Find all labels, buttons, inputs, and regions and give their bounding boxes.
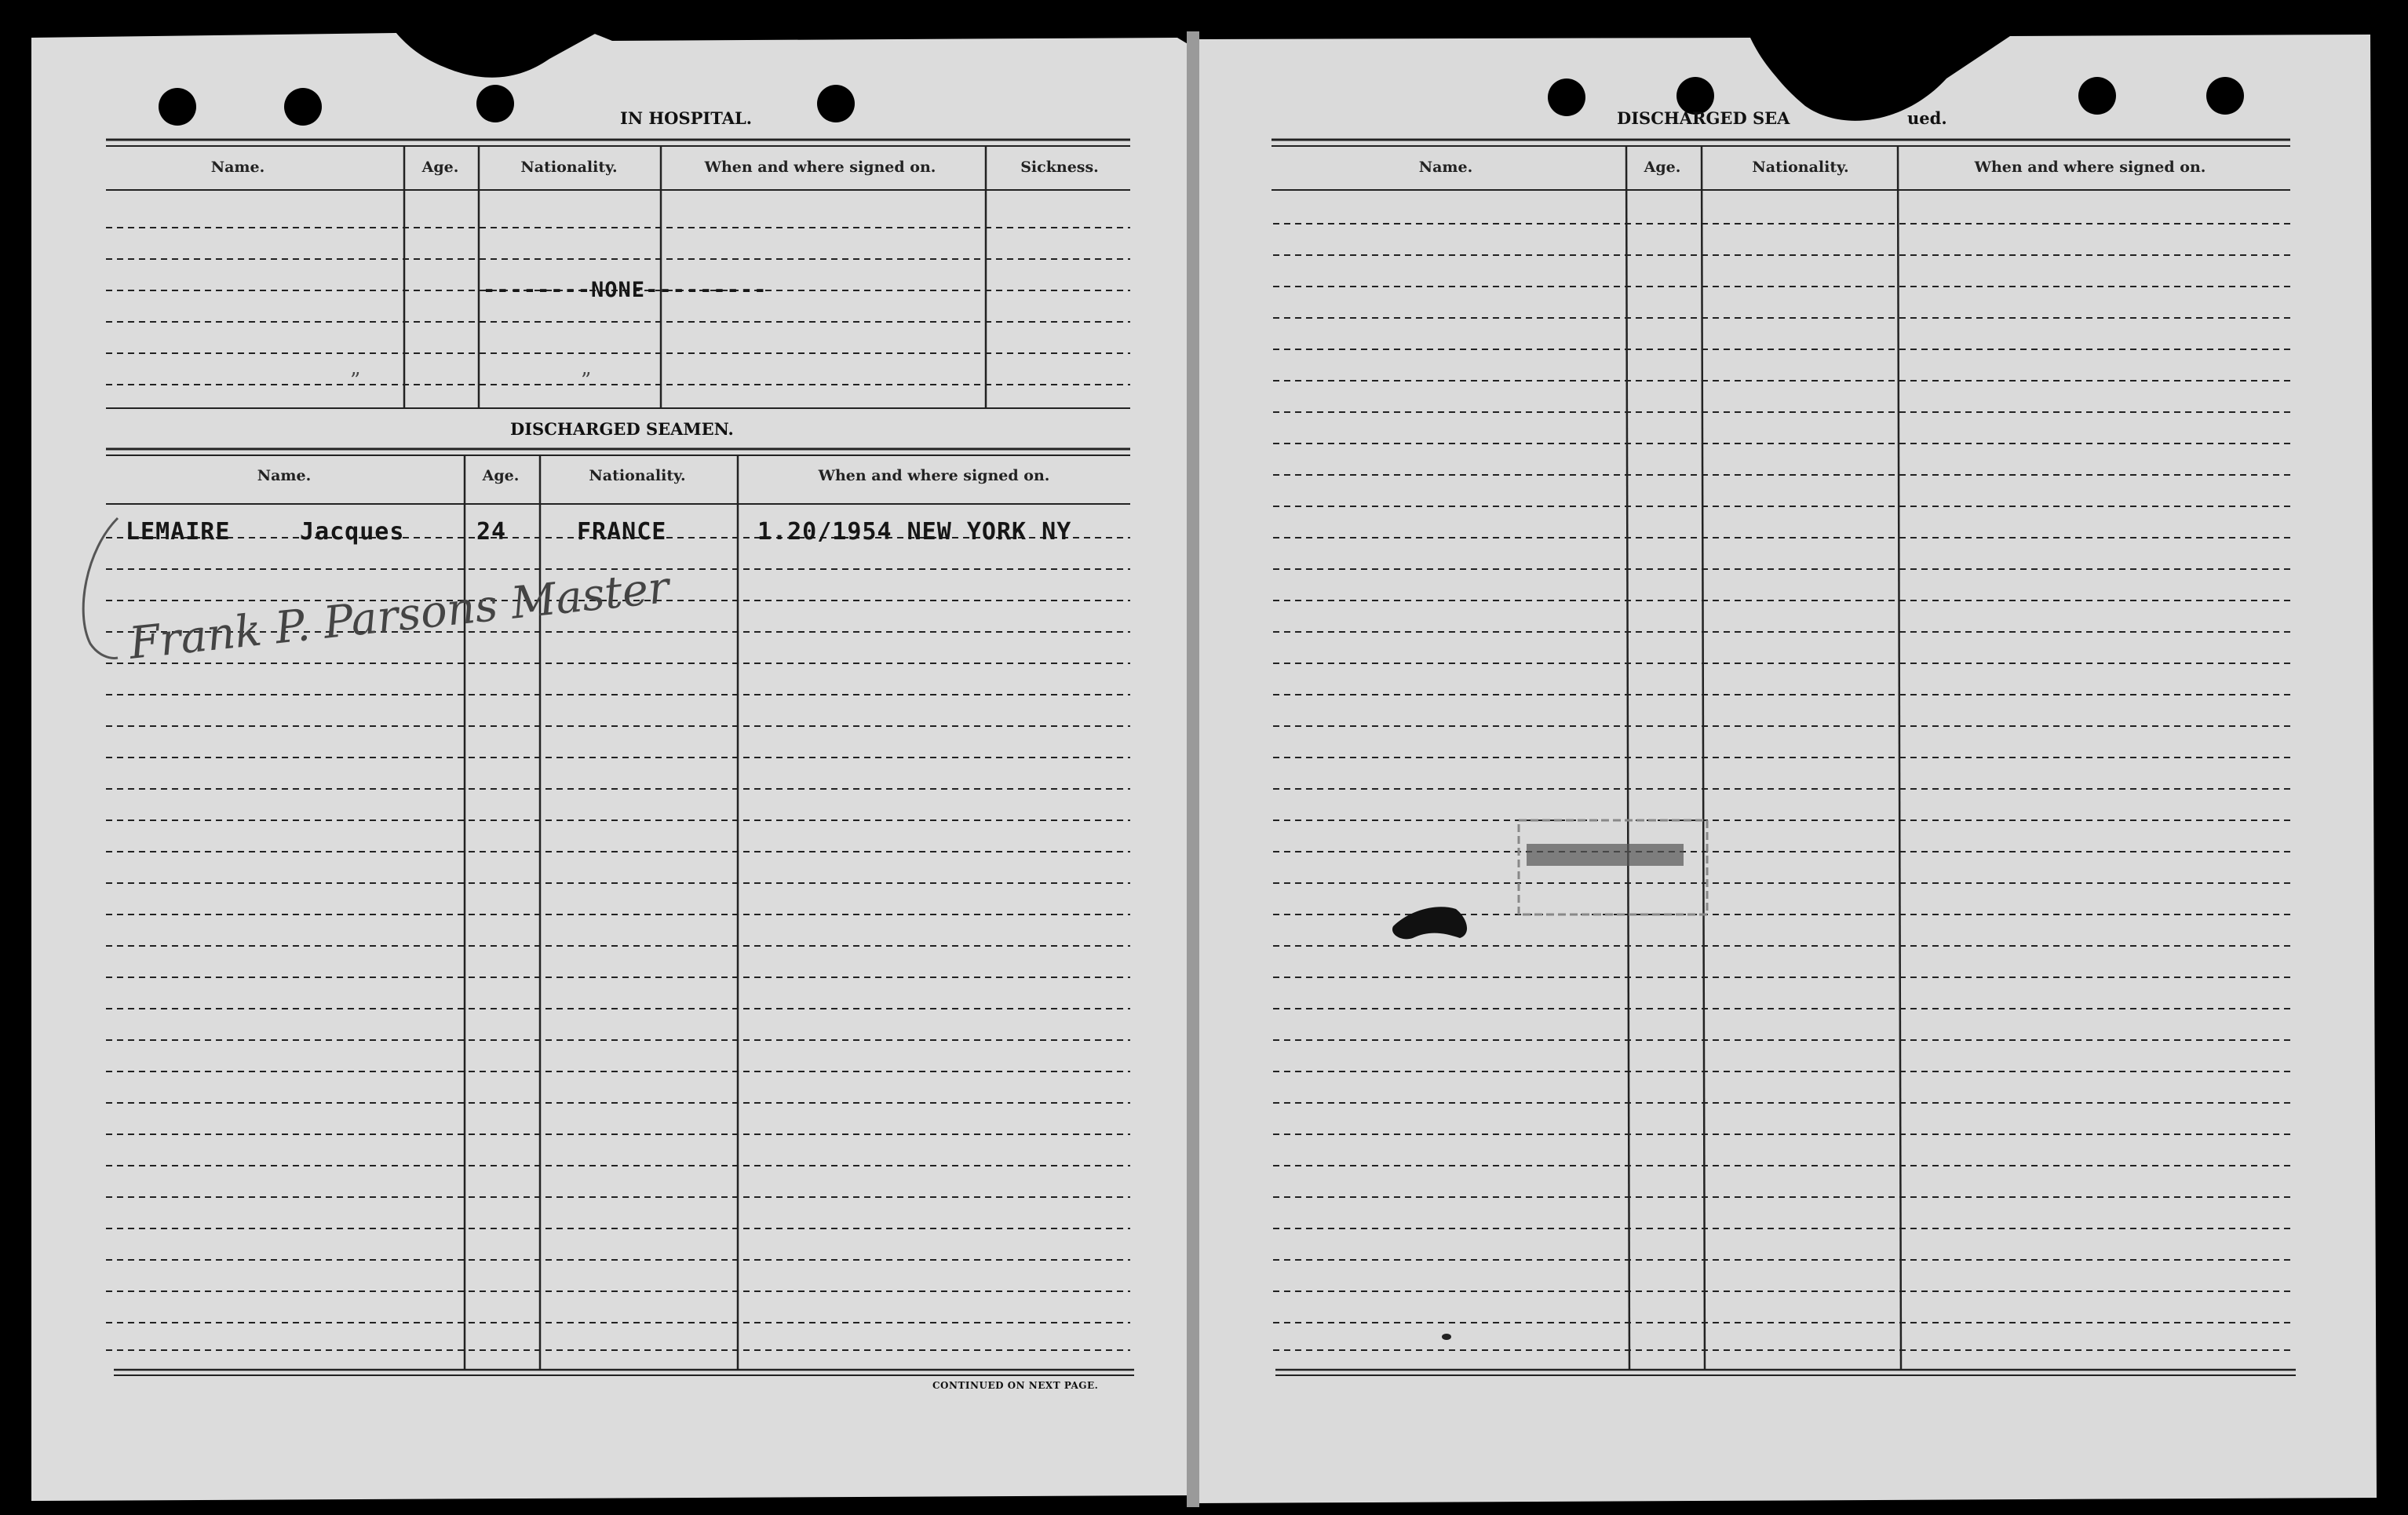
page-fold xyxy=(1187,31,1199,1507)
seaman-age: 24 xyxy=(476,518,507,546)
master-signature: Frank P. Parsons Master xyxy=(126,561,672,670)
discharged-header-age: Age. xyxy=(482,467,520,484)
hospital-header-age: Age. xyxy=(421,159,459,176)
hospital-header-nationality: Nationality. xyxy=(520,159,618,176)
hospital-header-name: Name. xyxy=(210,159,265,176)
right-header-nationality: Nationality. xyxy=(1752,159,1849,176)
hospital-header-signed-on: When and where signed on. xyxy=(704,159,936,176)
hospital-header-sickness: Sickness. xyxy=(1020,159,1099,176)
ditto-mark: ” xyxy=(350,369,361,392)
seaman-given-name: Jacques xyxy=(300,518,405,546)
discharged-section-title: DISCHARGED SEAMEN. xyxy=(510,419,734,439)
right-header-age: Age. xyxy=(1644,159,1681,176)
seaman-signed-on: 1.20/1954 NEW YORK NY xyxy=(757,518,1072,546)
seaman-nationality: FRANCE xyxy=(577,518,667,546)
discharged-header-nationality: Nationality. xyxy=(589,467,686,484)
right-header-name: Name. xyxy=(1418,159,1473,176)
seaman-surname: LEMAIRE xyxy=(126,518,231,546)
right-header-signed-on: When and where signed on. xyxy=(1974,159,2206,176)
ink-dot xyxy=(1442,1334,1451,1340)
hospital-section-title: IN HOSPITAL. xyxy=(620,108,753,128)
discharged-header-name: Name. xyxy=(257,467,312,484)
left-page-sheet xyxy=(31,33,1193,1501)
ditto-mark: ” xyxy=(581,369,592,392)
continued-footer: CONTINUED ON NEXT PAGE. xyxy=(932,1380,1099,1391)
hospital-none-entry: --------NONE--------- xyxy=(483,278,768,302)
discharged-header-signed-on: When and where signed on. xyxy=(818,467,1050,484)
right-section-title-right: ued. xyxy=(1907,108,1947,128)
right-section-title-left: DISCHARGED SEA xyxy=(1617,108,1790,128)
